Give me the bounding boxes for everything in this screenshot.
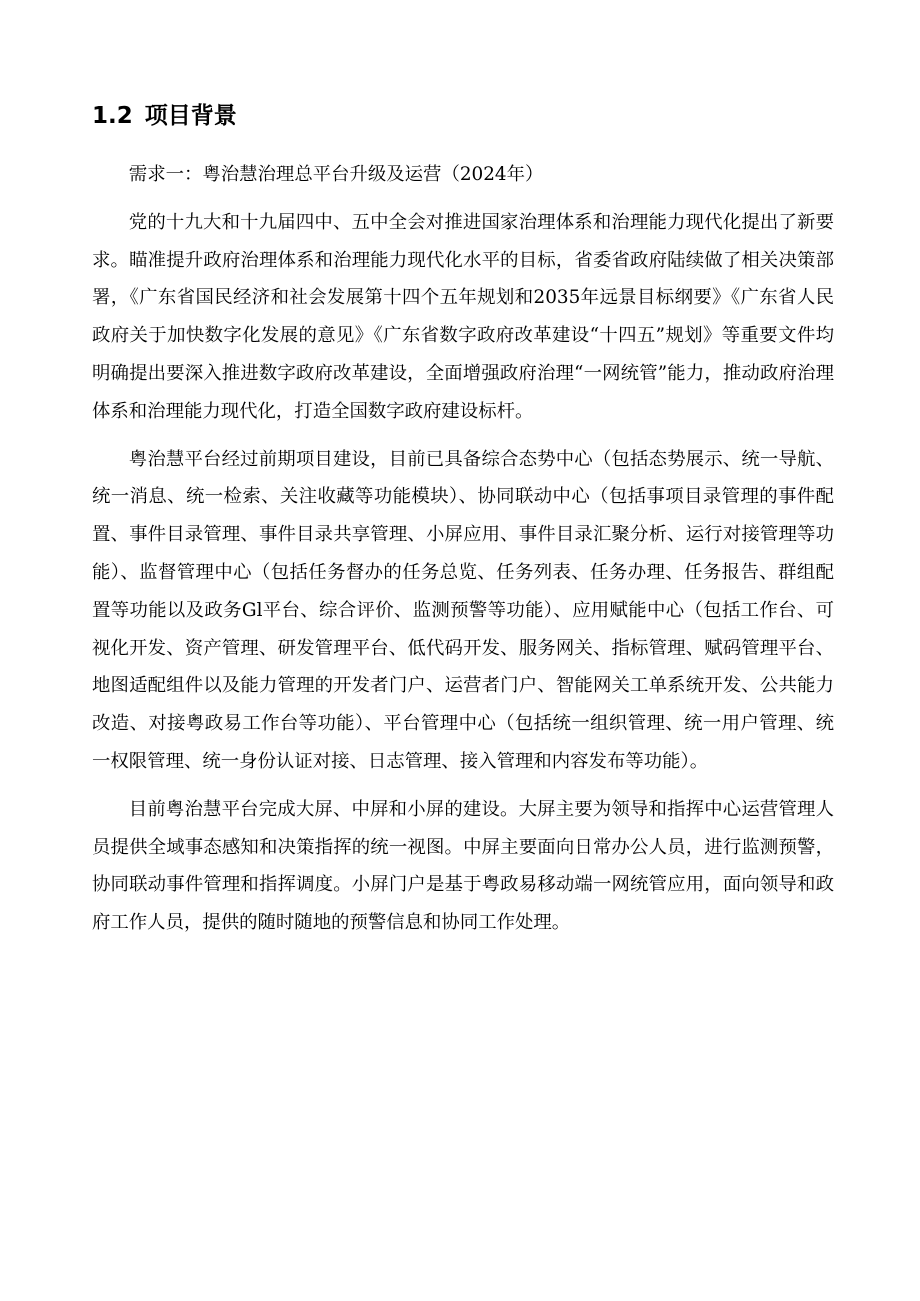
paragraph-screens: 目前粤治慧平台完成大屏、中屏和小屏的建设。大屏主要为领导和指挥中心运营管理人员提供全域事态感知和决策指挥的统一视图。中屏主要面向日常办公人员，进行监测预警，协同联动事件管理和指挥调度。小屏门户是基于粤政易移动端一网统管应用，面向领导和政府工作人员，提供的随时随地的预警信息和协同工作处理。 [92, 798, 834, 934]
paragraph-platform-capabilities: 粤治慧平台经过前期项目建设，目前已具备综合态势中心（包括态势展示、统一导航、统一消息、统一检索、关注收藏等功能模块）、协同联动中心（包括事项目录管理的事件配置、事件目录管理、事件目录共享管理、小屏应用、事件目录汇聚分析、运行对接管理等功能）、监督管理中心（包括任务督办的任务总览、任务列表、任务办理、任务报告、群组配置等功能以及政务Gl平台、综合评价、监测预警等功能）、应用赋能中心（包括工作台、可视化开发、资产管理、研发管理平台、低代码开发、服务网关、指标管理、赋码管理平台、地图适配组件以及能力管理的开发者门户、运营者门户、智能网关工单系统开发、公共能力改造、对接粤政易工作台等功能）、平台管理中心（包括统一组织管理、统一用户管理、统一权限管理、统一身份认证对接、日志管理、接入管理和内容发布等功能）。 [92, 448, 834, 772]
section-number: 1.2 [92, 103, 133, 129]
paragraph-policy: 党的十九大和十九届四中、五中全会对推进国家治理体系和治理能力现代化提出了新要求。瞄准提升政府治理体系和治理能力现代化水平的目标，省委省政府陆续做了相关决策部署，《广东省国民经济和社会发展第十四个五年规划和2035年远景目标纲要》《广东省人民政府关于加快数字化发展的意见》《广东省数字政府改革建设“十四五”规划》等重要文件均明确提出要深入推进数字政府改革建设，全面增强政府治理“一网统管”能力，推动政府治理体系和治理能力现代化，打造全国数字政府建设标杆。 [92, 211, 834, 422]
section-title: 项目背景 [144, 103, 237, 129]
document-body [92, 156, 834, 942]
requirement-line: 需求一：粤治慧治理总平台升级及运营（2024年） [128, 164, 544, 185]
section-heading [92, 100, 237, 132]
